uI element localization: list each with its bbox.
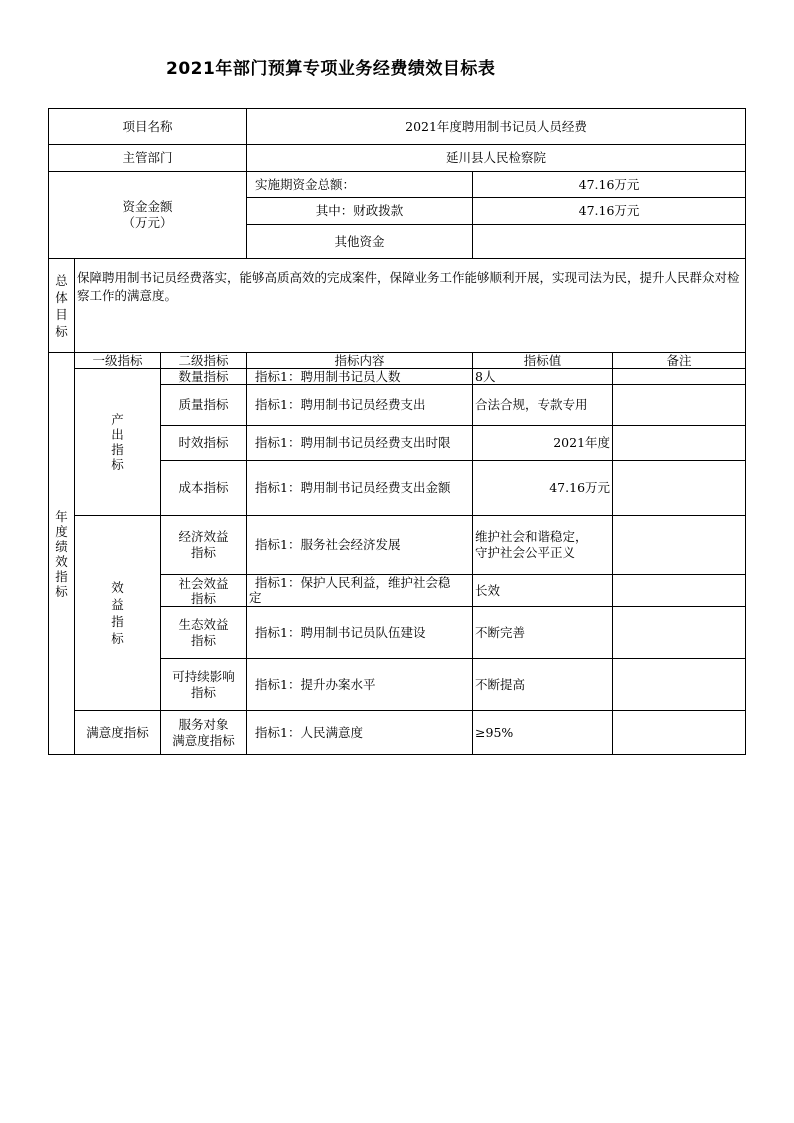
indicator-note xyxy=(613,461,746,516)
department-value: 延川县人民检察院 xyxy=(247,145,746,172)
funds-total-row xyxy=(49,172,746,198)
indicator-value: 47.16万元 xyxy=(473,461,613,516)
indicator-note xyxy=(613,369,746,385)
fiscal-funds-label: 其中：财政拨款 xyxy=(247,198,473,225)
indicator-value: 8人 xyxy=(473,369,613,385)
overall-goal-row xyxy=(49,259,746,353)
indicator-value: 合法合规，专款专用 xyxy=(473,385,613,426)
total-funds-label: 实施期资金总额： xyxy=(247,172,473,198)
indicator-content: 指标1：聘用制书记员经费支出时限 xyxy=(247,426,473,461)
level2-indicator: 成本指标 xyxy=(161,461,247,516)
page-title: 2021年部门预算专项业务经费绩效目标表 xyxy=(166,59,496,79)
overall-goal-text: 保障聘用制书记员经费落实，能够高质高效的完成案件，保障业务工作能够顺利开展，实现司法为民，提升人民群众对检察工作的满意度。 xyxy=(75,259,746,353)
level2-indicator: 经济效益 指标 xyxy=(161,516,247,575)
total-funds-value: 47.16万元 xyxy=(473,172,746,198)
indicator-value: 维护社会和谐稳定， 守护社会公平正义 xyxy=(473,516,613,575)
performance-table xyxy=(48,108,746,755)
indicator-value: 不断完善 xyxy=(473,607,613,659)
indicator-content: 指标1：人民满意度 xyxy=(247,711,473,755)
output-indicators-label: 产 出 指 标 xyxy=(75,369,161,516)
column-header: 一级指标 xyxy=(75,353,161,369)
indicator-content: 指标1：保护人民利益，维护社会稳 定 xyxy=(247,575,473,607)
indicator-content: 指标1：提升办案水平 xyxy=(247,659,473,711)
indicator-value: ≥95% xyxy=(473,711,613,755)
funds-label-line2: （万元） xyxy=(122,215,173,230)
indicator-note xyxy=(613,659,746,711)
indicator-note xyxy=(613,385,746,426)
level2-indicator: 生态效益 指标 xyxy=(161,607,247,659)
level2-indicator: 社会效益 指标 xyxy=(161,575,247,607)
department-label: 主管部门 xyxy=(49,145,247,172)
funds-label-line1: 资金金额 xyxy=(122,199,173,214)
level2-indicator: 时效指标 xyxy=(161,426,247,461)
column-header: 指标内容 xyxy=(247,353,473,369)
overall-goal-label: 总 体 目 标 xyxy=(49,259,75,353)
indicator-content: 指标1：聘用制书记员经费支出 xyxy=(247,385,473,426)
indicator-content: 指标1：服务社会经济发展 xyxy=(247,516,473,575)
table-row xyxy=(49,369,746,385)
benefit-indicators-label: 效 益 指 标 xyxy=(75,516,161,711)
table-row xyxy=(49,711,746,755)
project-name-value: 2021年度聘用制书记员人员经费 xyxy=(247,109,746,145)
indicator-content: 指标1：聘用制书记员队伍建设 xyxy=(247,607,473,659)
indicator-value: 长效 xyxy=(473,575,613,607)
annual-indicators-label: 年 度 绩 效 指 标 xyxy=(49,353,75,755)
project-name-row xyxy=(49,109,746,145)
other-funds-label: 其他资金 xyxy=(247,225,473,259)
indicator-value: 不断提高 xyxy=(473,659,613,711)
column-header: 二级指标 xyxy=(161,353,247,369)
satisfaction-indicators-label: 满意度指标 xyxy=(75,711,161,755)
indicator-note xyxy=(613,607,746,659)
department-row xyxy=(49,145,746,172)
level2-indicator: 质量指标 xyxy=(161,385,247,426)
indicator-header-row xyxy=(49,353,746,369)
column-header: 指标值 xyxy=(473,353,613,369)
indicator-value: 2021年度 xyxy=(473,426,613,461)
funds-label xyxy=(49,172,247,259)
level2-indicator: 服务对象 满意度指标 xyxy=(161,711,247,755)
indicator-note xyxy=(613,711,746,755)
column-header: 备注 xyxy=(613,353,746,369)
fiscal-funds-value: 47.16万元 xyxy=(473,198,746,225)
level2-indicator: 数量指标 xyxy=(161,369,247,385)
indicator-note xyxy=(613,426,746,461)
other-funds-value xyxy=(473,225,746,259)
project-name-label: 项目名称 xyxy=(49,109,247,145)
table-row xyxy=(49,516,746,575)
indicator-content: 指标1：聘用制书记员经费支出金额 xyxy=(247,461,473,516)
indicator-note xyxy=(613,516,746,575)
indicator-note xyxy=(613,575,746,607)
indicator-content: 指标1：聘用制书记员人数 xyxy=(247,369,473,385)
level2-indicator: 可持续影响 指标 xyxy=(161,659,247,711)
